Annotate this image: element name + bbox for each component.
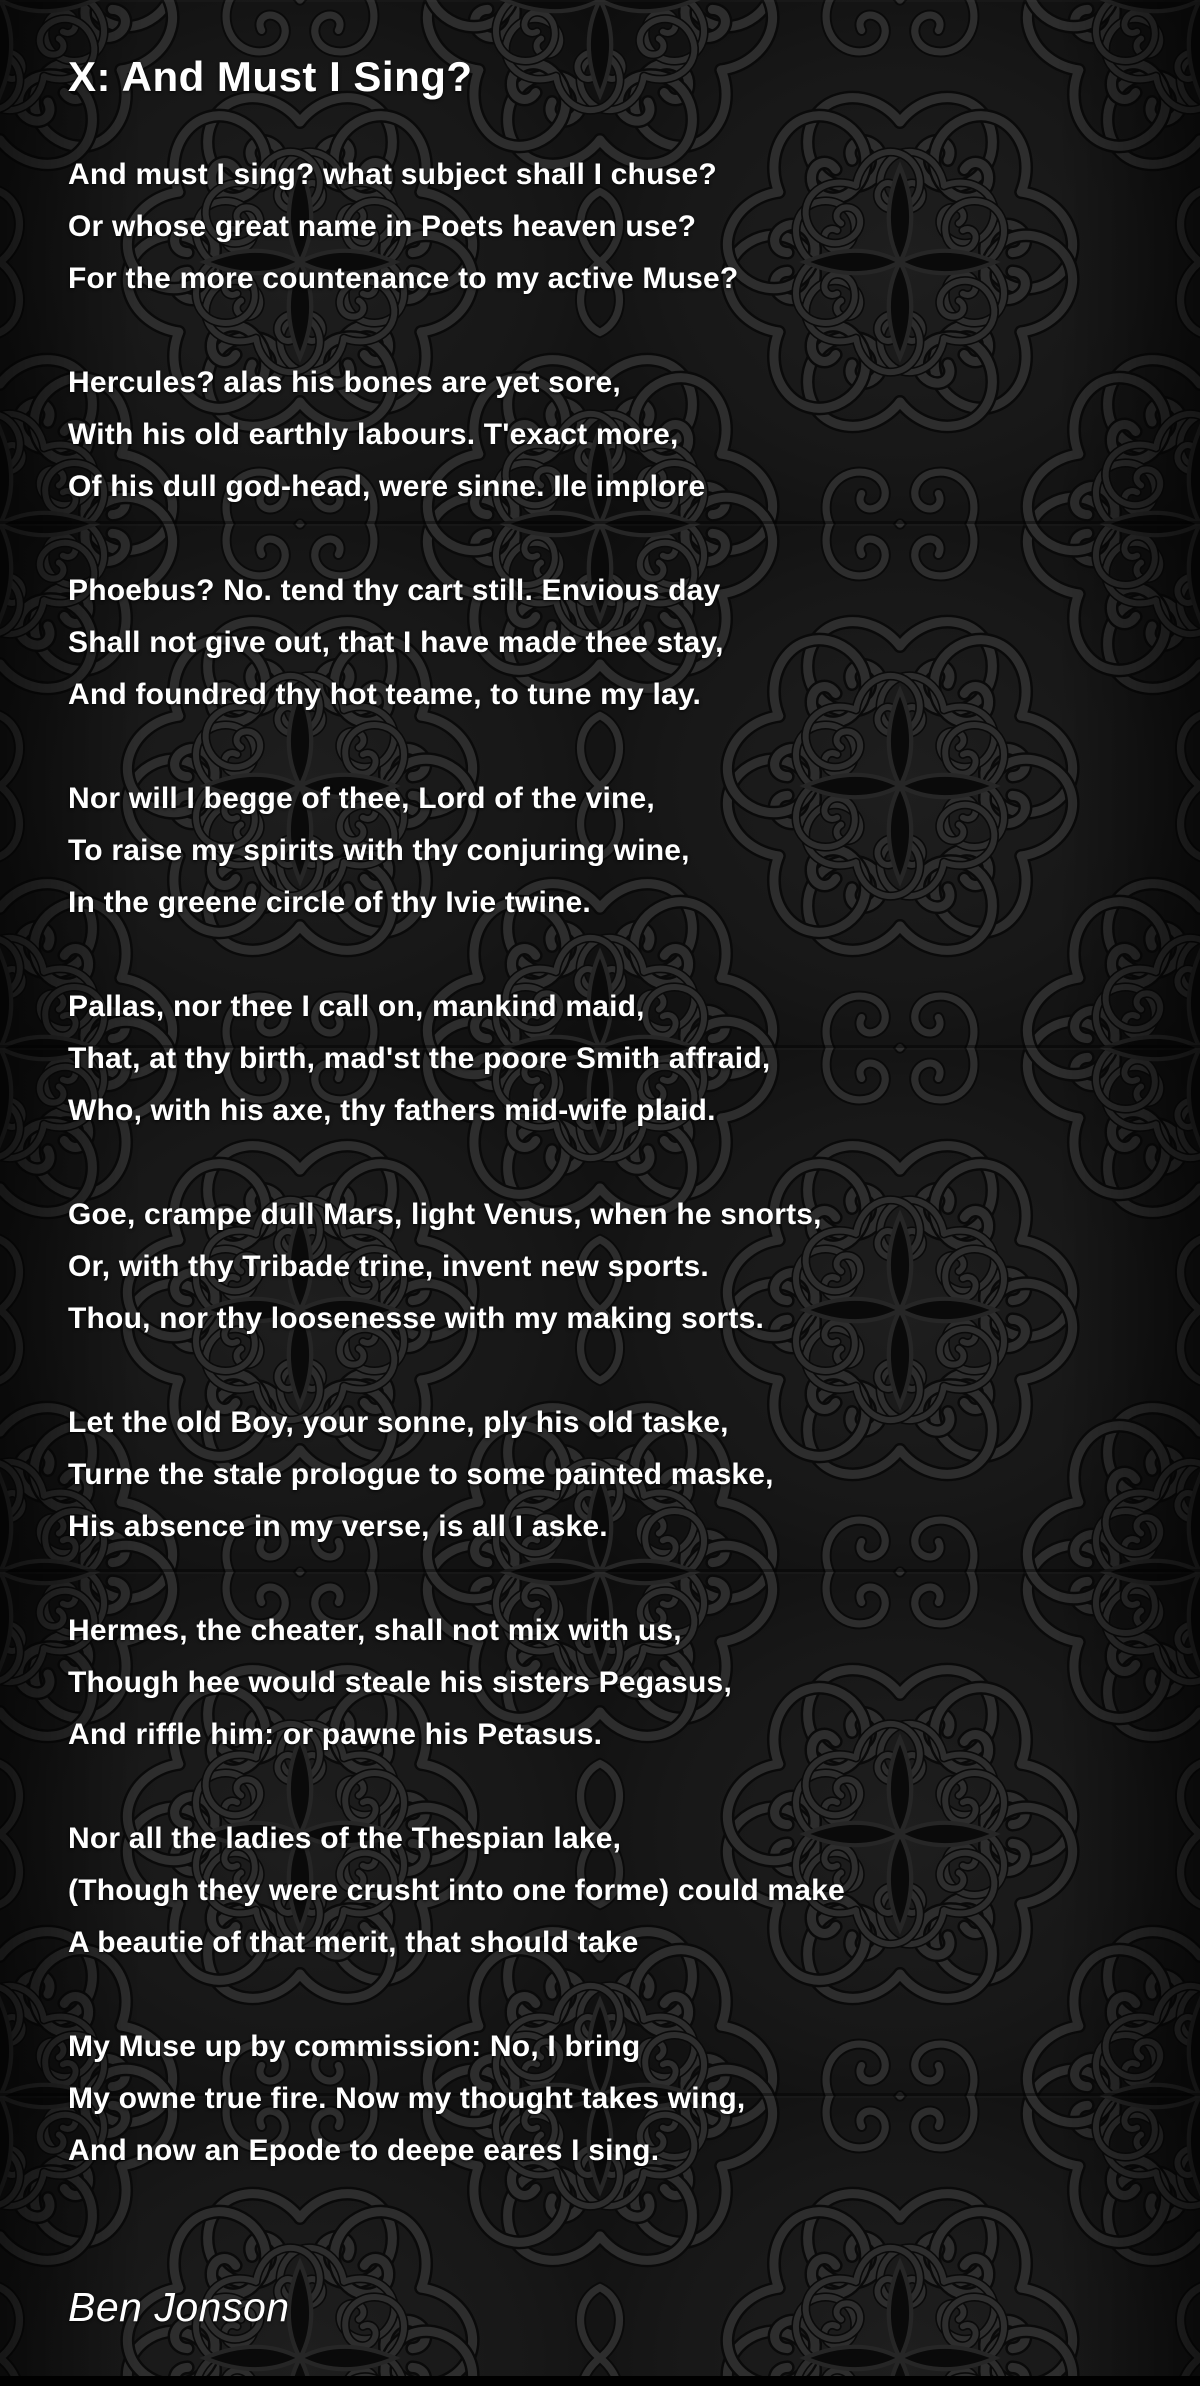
poem-line: My Muse up by commission: No, I bring <box>68 2030 641 2063</box>
poem-line: Phoebus? No. tend thy cart still. Envious day <box>68 574 721 607</box>
poem-line: Who, with his axe, thy fathers mid-wife plaid. <box>68 1094 716 1127</box>
poem-line: For the more countenance to my active Muse? <box>68 262 739 295</box>
footer-bar <box>0 2376 1200 2386</box>
stanza <box>68 1813 1160 1969</box>
poem-line: And must I sing? what subject shall I chuse? <box>68 158 717 191</box>
poem-line: His absence in my verse, is all I aske. <box>68 1510 608 1543</box>
poem-line: Shall not give out, that I have made thee stay, <box>68 626 724 659</box>
poem-line: Turne the stale prologue to some painted maske, <box>68 1458 774 1491</box>
poem-line: Of his dull god-head, were sinne. Ile implore <box>68 470 706 503</box>
stanza <box>68 981 1160 1137</box>
poem-line: Or, with thy Tribade trine, invent new sports. <box>68 1250 709 1283</box>
poem-line: (Though they were crusht into one forme) could make <box>68 1874 845 1907</box>
stanza <box>68 1605 1160 1761</box>
poem-line: Hercules? alas his bones are yet sore, <box>68 366 621 399</box>
poem-line: Hermes, the cheater, shall not mix with us, <box>68 1614 682 1647</box>
stanza <box>68 149 1160 305</box>
poem-line: That, at thy birth, mad'st the poore Smith affraid, <box>68 1042 771 1075</box>
poem-line: My owne true fire. Now my thought takes wing, <box>68 2082 746 2115</box>
poem-line: To raise my spirits with thy conjuring wine, <box>68 834 690 867</box>
stanza <box>68 565 1160 721</box>
poem-line: Nor will I begge of thee, Lord of the vine, <box>68 782 655 815</box>
stanza <box>68 357 1160 513</box>
poem-title: X: And Must I Sing? <box>68 53 473 100</box>
poem-line: Or whose great name in Poets heaven use? <box>68 210 697 243</box>
poem-line: And riffle him: or pawne his Petasus. <box>68 1718 603 1751</box>
poem-line: In the greene circle of thy Ivie twine. <box>68 886 591 919</box>
stanza <box>68 1397 1160 1553</box>
poem-line: Goe, crampe dull Mars, light Venus, when he snorts, <box>68 1198 822 1231</box>
poem-line: Though hee would steale his sisters Pegasus, <box>68 1666 732 1699</box>
poem-line: Let the old Boy, your sonne, ply his old taske, <box>68 1406 729 1439</box>
stanza <box>68 2021 1160 2177</box>
poem-line: Thou, nor thy loosenesse with my making sorts. <box>68 1302 764 1335</box>
poem-line: And foundred thy hot teame, to tune my lay. <box>68 678 702 711</box>
stanza <box>68 773 1160 929</box>
poem-line: Pallas, nor thee I call on, mankind maid, <box>68 990 645 1023</box>
author-signature: Ben Jonson <box>68 2284 290 2330</box>
poem-line: A beautie of that merit, that should take <box>68 1926 639 1959</box>
stanza <box>68 1189 1160 1345</box>
poem-body <box>68 149 1160 2177</box>
poem-line: Nor all the ladies of the Thespian lake, <box>68 1822 622 1855</box>
poem-line: And now an Epode to deepe eares I sing. <box>68 2134 660 2167</box>
poem-line: With his old earthly labours. T'exact more, <box>68 418 679 451</box>
